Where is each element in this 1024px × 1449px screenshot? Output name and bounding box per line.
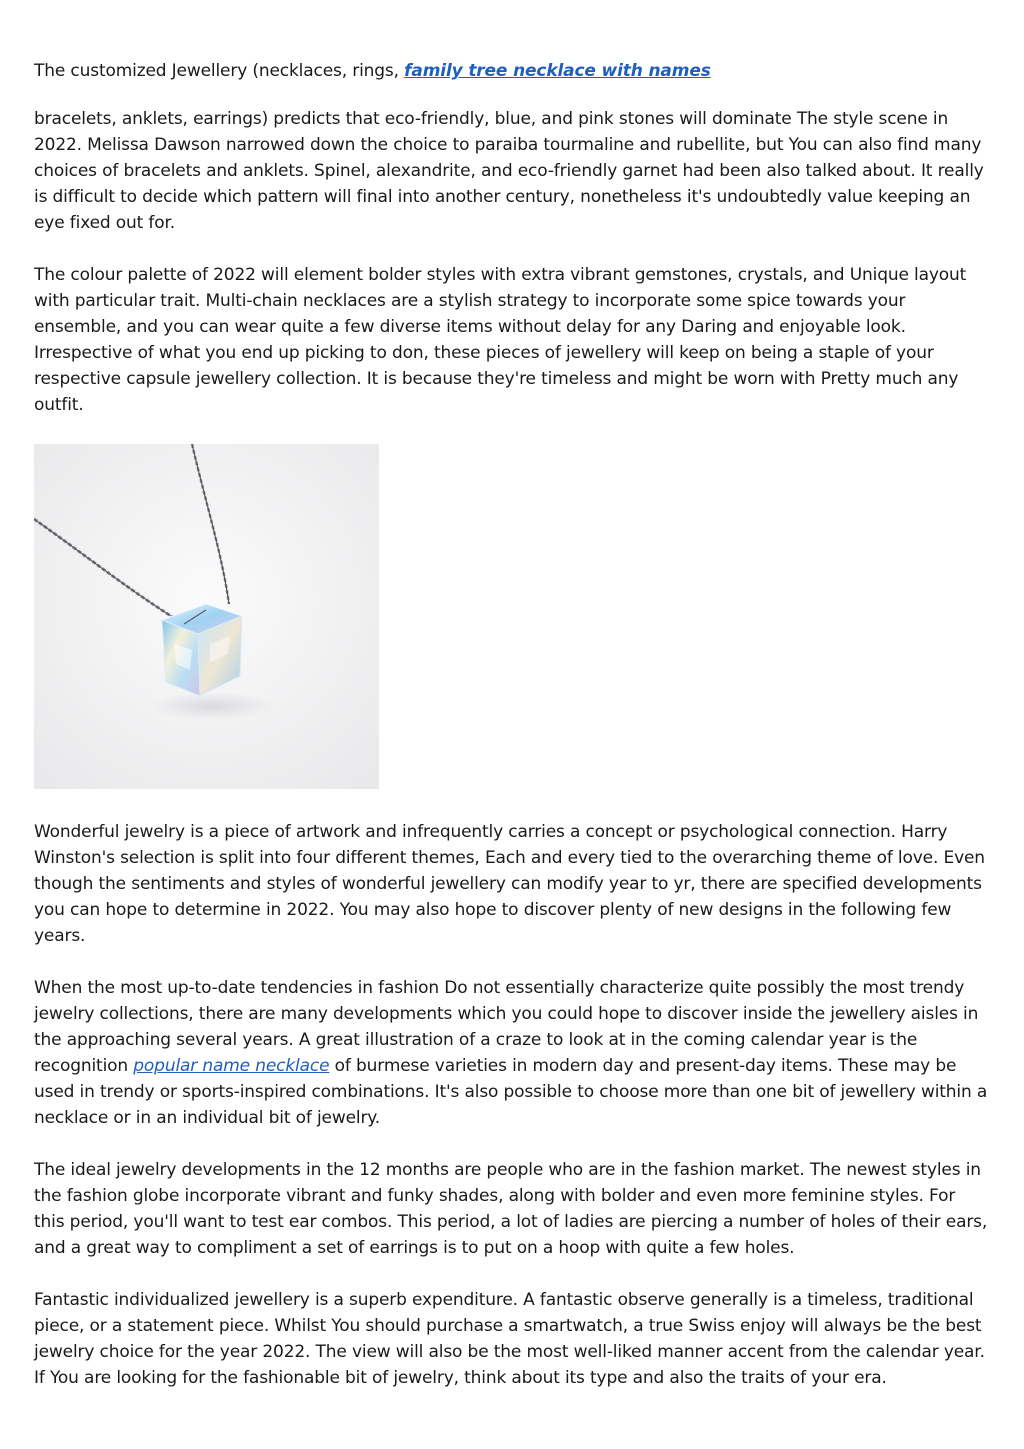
paragraph-5: The ideal jewelry developments in the 12 months are people who are in the fashion market. The newest styles in the fashion globe incorporate vibrant and funky shades, along with bolder and even more feminine styles. For this period, you'll want to test ear combos. This period, a lot of ladies are piercing a number of holes of their ears, and a great way to compliment a set of earrings is to put on a hoop with quite a few holes.	[34, 1160, 988, 1258]
intro-text: The customized Jewellery (necklaces, rings,	[34, 61, 405, 81]
paragraph-4-before: When the most up-to-date tendencies in fashion Do not essentially characterize quite possibly the most trendy jewelry collections, there are many developments which you could hope to discover inside the jewellery aisles in the approaching several years. A great illustration of a craze to look at in the coming calendar year is the recognition	[34, 978, 979, 1076]
paragraph-1: bracelets, anklets, earrings) predicts that eco-friendly, blue, and pink stones will dominate The style scene in 2022. Melissa Dawson narrowed down the choice to paraiba tourmaline and rubellite, but You can also find many choices of bracelets and anklets. Spinel, alexandrite, and eco-friendly garnet had been also talked about. It really is difficult to decide which pattern will final into another century, nonetheless it's undoubtedly value keeping an eye fixed out for.	[34, 109, 984, 233]
document-body	[34, 58, 990, 1391]
paragraph-3: Wonderful jewelry is a piece of artwork and infrequently carries a concept or psychological connection. Harry Winston's selection is split into four different themes, Each and every tied to the overarching theme of love. Even though the sentiments and styles of wonderful jewellery can modify year to yr, there are specified developments you can hope to determine in 2022. You may also hope to discover plenty of new designs in the following few years.	[34, 822, 985, 946]
popular-name-necklace-link[interactable]: popular name necklace	[133, 1056, 330, 1076]
paragraph-6: Fantastic individualized jewellery is a superb expenditure. A fantastic observe generally is a timeless, traditional piece, or a statement piece. Whilst You should purchase a smartwatch, a true Swiss enjoy will always be the best jewelry choice for the year 2022. The view will also be the most well-liked manner accent from the calendar year. If You are looking for the fashionable bit of jewelry, think about its type and also the traits of your era.	[34, 1290, 985, 1388]
intro-line	[34, 58, 990, 84]
paragraph-2: The colour palette of 2022 will element bolder styles with extra vibrant gemstones, crystals, and Unique layout with particular trait. Multi-chain necklaces are a stylish strategy to incorporate some spice towards your ensemble, and you can wear quite a few diverse items without delay for any Daring and enjoyable look. Irrespective of what you end up picking to don, these pieces of jewellery will keep on being a staple of your respective capsule jewellery collection. It is because they're timeless and might be worn with Pretty much any outfit.	[34, 265, 967, 415]
paragraph-4-after: of burmese varieties in modern day and present-day items. These may be used in trendy or sports-inspired combinations. It's also possible to choose more than one bit of jewellery within a necklace or in an individual bit of jewelry.	[34, 1056, 988, 1128]
crystal-cube-necklace-image	[34, 444, 379, 789]
family-tree-necklace-link[interactable]: family tree necklace with names	[404, 61, 711, 81]
paragraph-4	[34, 975, 990, 1131]
